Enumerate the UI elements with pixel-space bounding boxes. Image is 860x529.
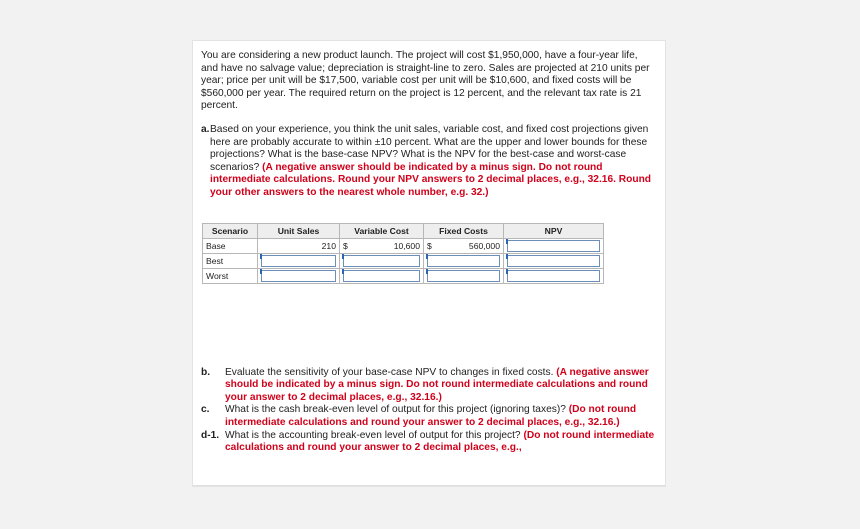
- problem-card: [192, 40, 666, 487]
- header-unit-sales: Unit Sales: [258, 223, 340, 238]
- question-b-text: Evaluate the sensitivity of your base-case NPV to changes in fixed costs.: [225, 366, 554, 378]
- best-fixed-costs-input[interactable]: [427, 255, 500, 267]
- question-c-label: c.: [201, 404, 210, 416]
- base-variable-cost-value: 10,600: [393, 240, 420, 251]
- scenario-label-base: Base: [203, 238, 258, 253]
- worst-npv-cell: [504, 268, 604, 283]
- worst-variable-cost-cell: [340, 268, 424, 283]
- base-variable-cost: [340, 238, 424, 253]
- currency-symbol: $: [427, 240, 432, 251]
- currency-symbol: $: [343, 240, 348, 251]
- question-c: [201, 404, 657, 429]
- worst-unit-sales-input[interactable]: [261, 270, 336, 282]
- base-fixed-costs: [424, 238, 504, 253]
- question-b-label: b.: [201, 366, 211, 378]
- header-variable-cost: Variable Cost: [340, 223, 424, 238]
- best-unit-sales-input[interactable]: [261, 255, 336, 267]
- table-row-worst: [203, 268, 604, 283]
- part-a: [201, 124, 657, 200]
- base-fixed-costs-value: 560,000: [468, 240, 500, 251]
- header-npv: NPV: [504, 223, 604, 238]
- worst-fixed-costs-input[interactable]: [427, 270, 500, 282]
- card-divider: [193, 485, 665, 486]
- question-d1-body: [225, 430, 657, 455]
- best-unit-sales-cell: [258, 253, 340, 268]
- question-d1-text: What is the accounting break-even level of output for this project?: [225, 429, 521, 441]
- question-c-instruction: (Do not round intermediate calculations and round your answer to 2 decimal places, e.g., 32.16.): [225, 404, 637, 428]
- problem-intro: You are considering a new product launch. The project will cost $1,950,000, have a four-year life, and have no salvage value; depreciation is straight-line to zero. Sales are projected at 210 units per year; price per unit will be $17,500, variable cost per unit will be $10,600, and fixed costs will be $560,000 per year. The required return on the project is 12 percent, and the relevant tax rate is 21 percent.: [201, 50, 650, 112]
- scenario-table: [202, 223, 604, 284]
- best-variable-cost-input[interactable]: [343, 255, 420, 267]
- question-d1-instruction: (Do not round intermediate calculations and round your answer to 2 decimal places, e.g.,: [225, 429, 655, 454]
- question-list: [201, 367, 657, 455]
- best-npv-input[interactable]: [507, 255, 600, 267]
- part-a-instruction: (A negative answer should be indicated by a minus sign. Do not round intermediate calculations. Round your NPV answers to 2 decimal places, e.g., 32.16. Round your other answers to the nearest whole number, e.g. 32.): [210, 161, 652, 198]
- question-b: [201, 367, 657, 405]
- part-a-text: Based on your experience, you think the unit sales, variable cost, and fixed cost projections given here are probably accurate to within ±10 percent. What are the upper and lower bounds for these projections? What is the base-case NPV? What is the NPV for the best-case and worst-case scenarios?: [210, 123, 649, 173]
- worst-unit-sales-cell: [258, 268, 340, 283]
- scenario-label-worst: Worst: [203, 268, 258, 283]
- worst-npv-input[interactable]: [507, 270, 600, 282]
- question-c-body: [225, 404, 657, 429]
- table-header-row: [203, 223, 604, 238]
- worst-fixed-costs-cell: [424, 268, 504, 283]
- question-b-instruction: (A negative answer should be indicated by a minus sign. Do not round intermediate calculations and round your answer to 2 decimal places, e.g., 32.16.): [225, 366, 649, 403]
- question-d1-label: d-1.: [201, 429, 220, 441]
- best-fixed-costs-cell: [424, 253, 504, 268]
- header-scenario: Scenario: [203, 223, 258, 238]
- question-c-text: What is the cash break-even level of output for this project (ignoring taxes)?: [225, 404, 566, 416]
- base-npv-input[interactable]: [507, 240, 600, 252]
- base-npv-cell: [504, 238, 604, 253]
- scenario-label-best: Best: [203, 253, 258, 268]
- header-fixed-costs: Fixed Costs: [424, 223, 504, 238]
- base-unit-sales: 210: [258, 238, 340, 253]
- part-a-label: a.: [201, 123, 210, 135]
- question-b-body: [225, 367, 657, 405]
- best-npv-cell: [504, 253, 604, 268]
- table-row-best: [203, 253, 604, 268]
- question-d1: [201, 430, 657, 455]
- part-a-body: [210, 124, 657, 200]
- table-row-base: [203, 238, 604, 253]
- best-variable-cost-cell: [340, 253, 424, 268]
- worst-variable-cost-input[interactable]: [343, 270, 420, 282]
